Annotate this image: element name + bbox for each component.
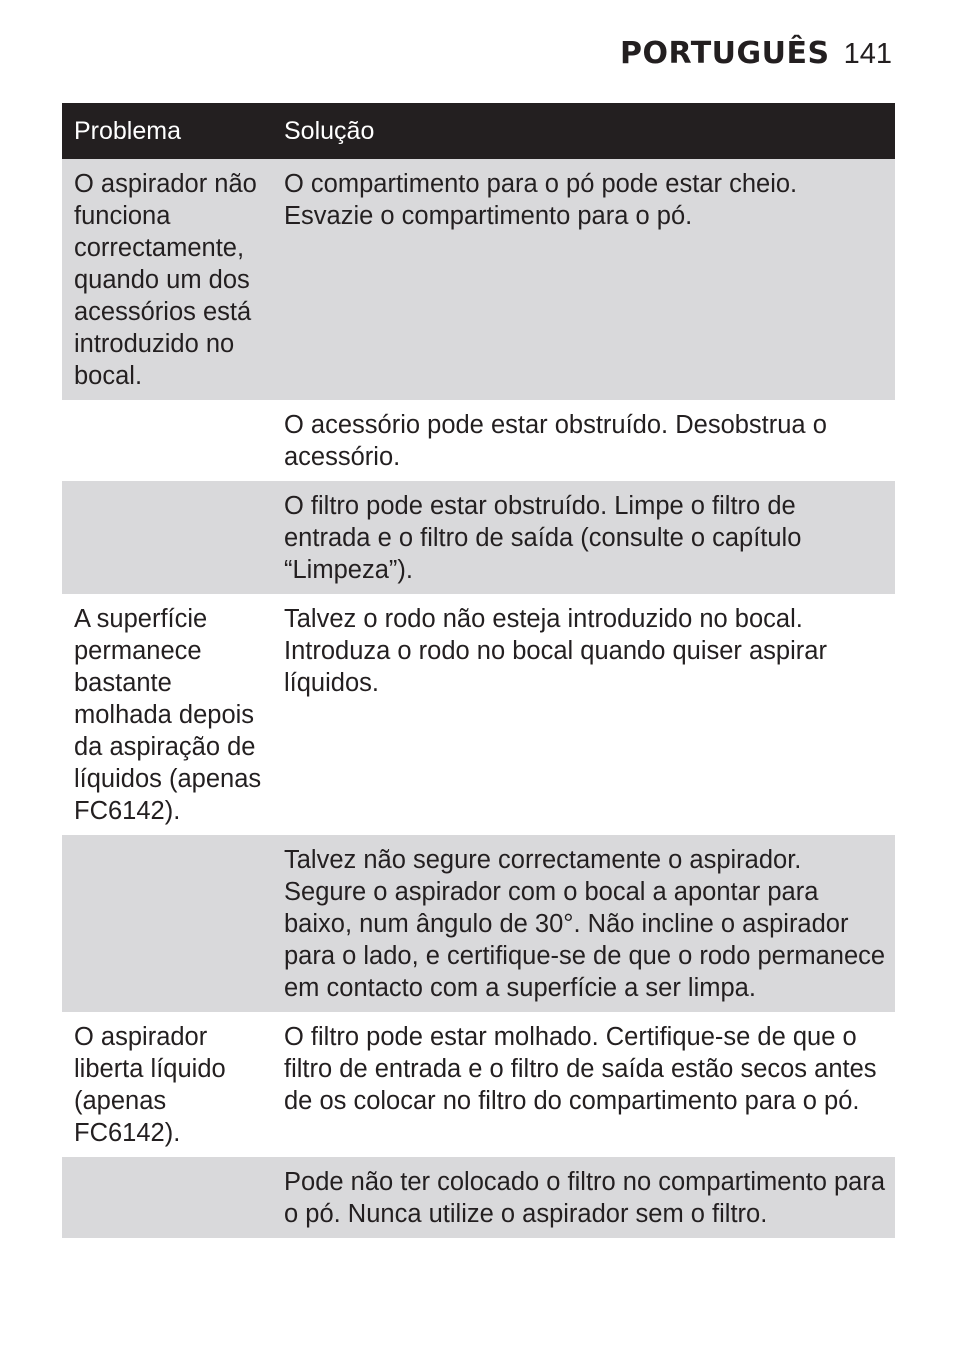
table-row: [62, 481, 895, 594]
table-row: [62, 400, 895, 481]
problem-cell: O aspirador não funciona correctamente, quando um dos acessórios está introduzido no bocal.: [62, 159, 272, 400]
table-row: [62, 1157, 895, 1238]
table-row: [62, 835, 895, 1012]
problem-cell: [62, 835, 272, 1012]
column-header-solution: Solução: [272, 103, 895, 159]
solution-cell: O acessório pode estar obstruído. Desobstrua o acessório.: [272, 400, 895, 481]
problem-cell: A superfície permanece bastante molhada depois da aspiração de líquidos (apenas FC6142).: [62, 594, 272, 835]
solution-cell: Pode não ter colocado o filtro no compartimento para o pó. Nunca utilize o aspirador sem o filtro.: [272, 1157, 895, 1238]
page-header: [620, 34, 892, 74]
column-header-problem: Problema: [62, 103, 272, 159]
solution-cell: Talvez o rodo não esteja introduzido no bocal. Introduza o rodo no bocal quando quiser aspirar líquidos.: [272, 594, 895, 835]
troubleshooting-table: [62, 103, 895, 1238]
solution-cell: Talvez não segure correctamente o aspirador. Segure o aspirador com o bocal a apontar para baixo, num ângulo de 30°. Não incline o aspirador para o lado, e certifique-se de que o rodo permanece em contacto com a superfície a ser limpa.: [272, 835, 895, 1012]
solution-cell: O filtro pode estar obstruído. Limpe o filtro de entrada e o filtro de saída (consulte o capítulo “Limpeza”).: [272, 481, 895, 594]
solution-cell: O filtro pode estar molhado. Certifique-se de que o filtro de entrada e o filtro de saída estão secos antes de os colocar no filtro do compartimento para o pó.: [272, 1012, 895, 1157]
page-number: 141: [843, 38, 892, 70]
solution-cell: O compartimento para o pó pode estar cheio. Esvazie o compartimento para o pó.: [272, 159, 895, 400]
problem-cell: O aspirador liberta líquido (apenas FC6142).: [62, 1012, 272, 1157]
table-header-row: [62, 103, 895, 159]
problem-cell: [62, 400, 272, 481]
table-row: [62, 1012, 895, 1157]
table-row: [62, 594, 895, 835]
problem-cell: [62, 1157, 272, 1238]
language-title: PORTUGUÊS: [619, 36, 830, 71]
problem-cell: [62, 481, 272, 594]
table-row: [62, 159, 895, 400]
